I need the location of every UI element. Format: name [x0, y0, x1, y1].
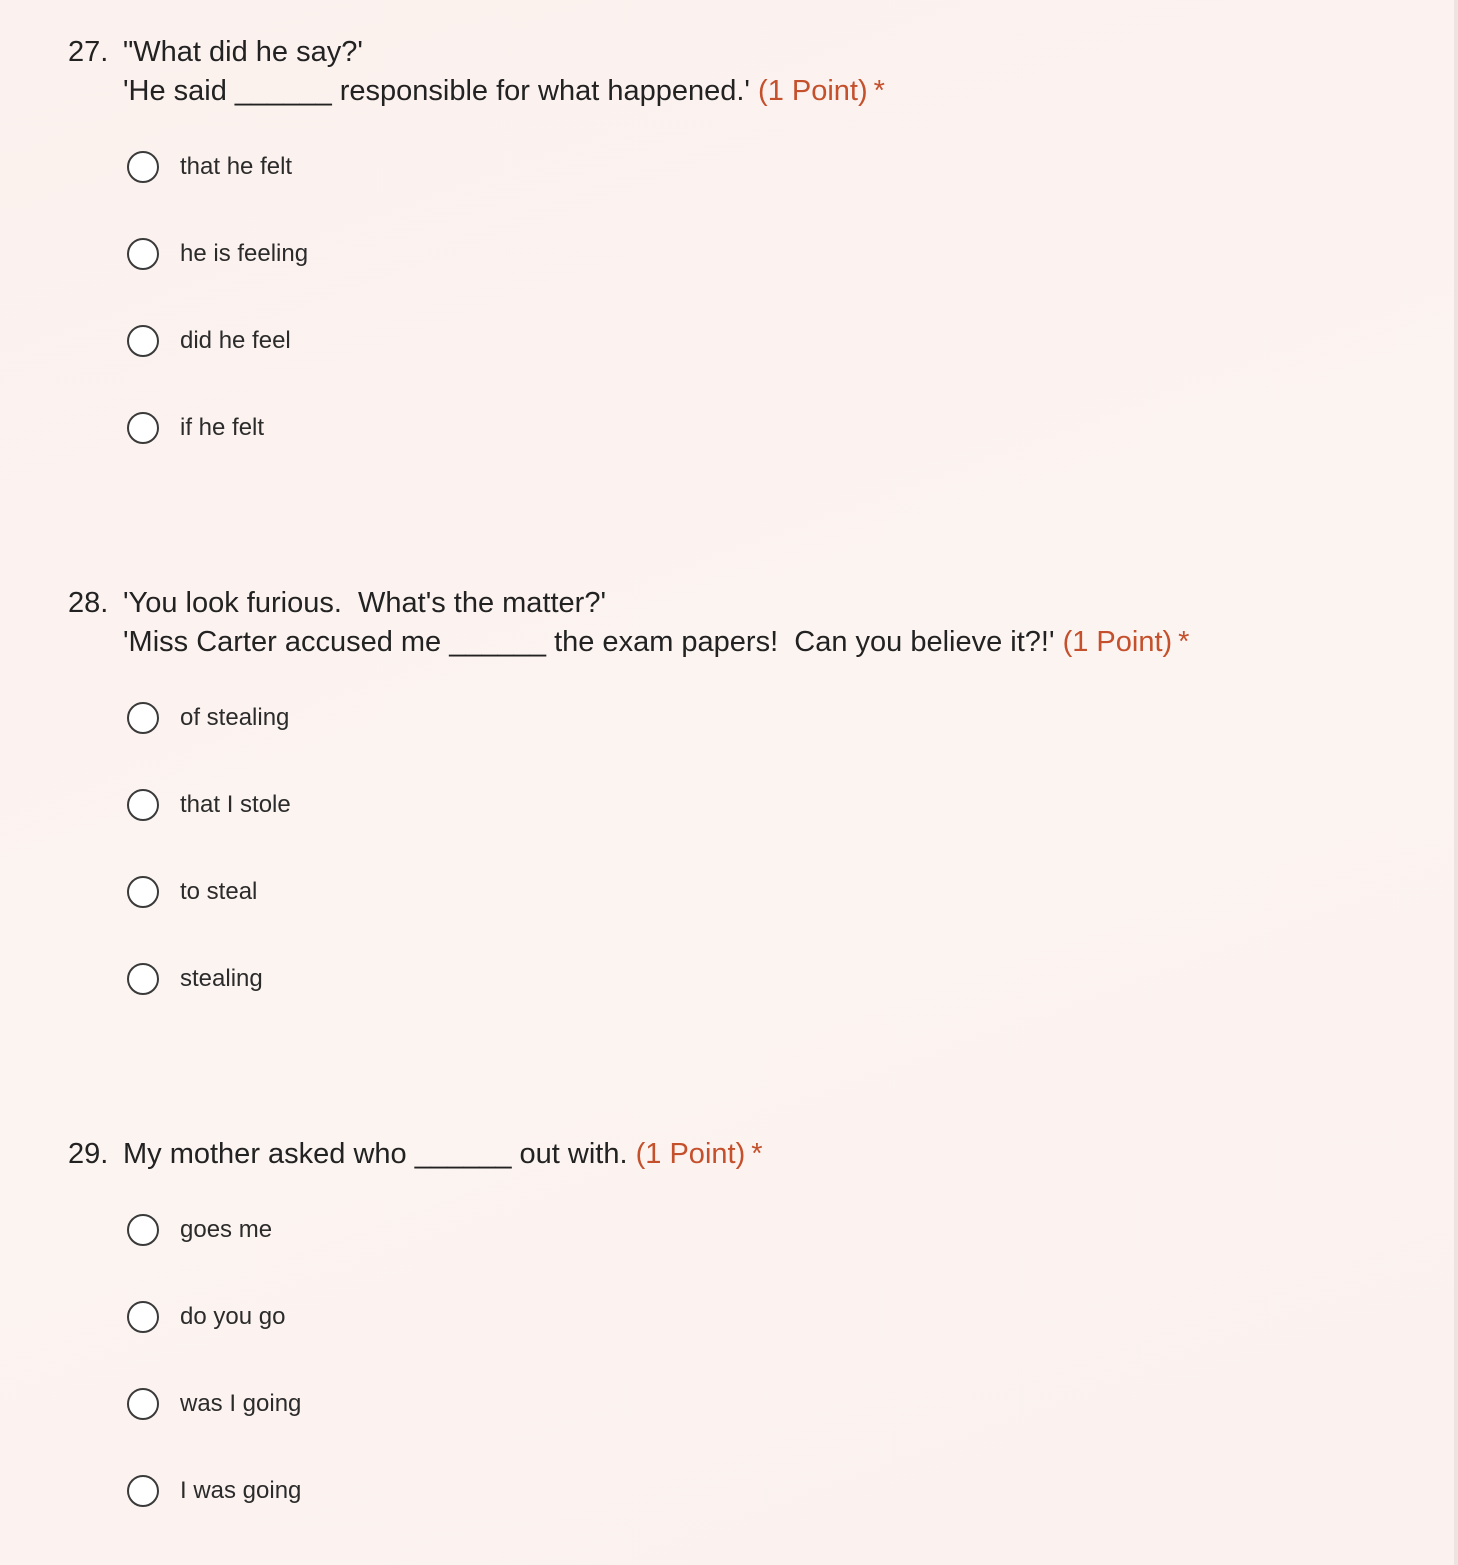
option-label: that he felt: [180, 153, 293, 180]
required-marker: *: [873, 75, 885, 107]
option[interactable]: [127, 961, 1408, 997]
option-label: he is feeling: [180, 240, 309, 267]
radio-button[interactable]: [127, 702, 159, 734]
question-line: 'You look furious. What's the matter?': [123, 587, 607, 619]
option-label: if he felt: [180, 414, 265, 441]
radio-button[interactable]: [127, 238, 159, 270]
question-header: [68, 1135, 1408, 1174]
radio-button[interactable]: [127, 1301, 159, 1333]
points-label: (1 Point): [758, 75, 868, 107]
question-header: [68, 584, 1408, 662]
question-line: [123, 1135, 1408, 1174]
option-label: did he feel: [180, 327, 291, 354]
radio-button[interactable]: [127, 325, 159, 357]
option[interactable]: [127, 1386, 1408, 1422]
question-line: [123, 623, 1408, 662]
question-text: [123, 584, 1408, 662]
radio-button[interactable]: [127, 876, 159, 908]
option[interactable]: [127, 410, 1408, 446]
required-marker: *: [751, 1138, 763, 1170]
option-label: of stealing: [180, 704, 290, 731]
options-group: [127, 700, 1408, 997]
radio-button[interactable]: [127, 151, 159, 183]
option[interactable]: [127, 1299, 1408, 1335]
options-group: [127, 149, 1408, 446]
question-28: [68, 584, 1408, 997]
question-29: [68, 1135, 1408, 1509]
question-line-text: 'He said ______ responsible for what happened.': [123, 75, 750, 107]
option[interactable]: [127, 787, 1408, 823]
option[interactable]: [127, 874, 1408, 910]
points-label: (1 Point): [1062, 626, 1173, 658]
option[interactable]: [127, 1212, 1408, 1248]
radio-button[interactable]: [127, 789, 159, 821]
option-label: that I stole: [180, 791, 291, 818]
question-number: 29.: [68, 1138, 109, 1170]
required-marker: *: [1178, 626, 1190, 658]
option-label: was I going: [180, 1390, 302, 1417]
options-group: [127, 1212, 1408, 1509]
page-edge: [1454, 0, 1458, 1565]
question-line: [123, 72, 1408, 111]
radio-button[interactable]: [127, 1388, 159, 1420]
option-label: to steal: [180, 878, 258, 905]
radio-button[interactable]: [127, 1475, 159, 1507]
option-label: do you go: [180, 1303, 286, 1330]
option[interactable]: [127, 700, 1408, 736]
question-line-text: My mother asked who ______ out with.: [123, 1138, 628, 1170]
option-label: stealing: [180, 965, 263, 992]
option[interactable]: [127, 149, 1408, 185]
question-line: "What did he say?': [123, 36, 363, 68]
question-line-text: 'Miss Carter accused me ______ the exam papers! Can you believe it?!': [123, 626, 1055, 658]
question-text: [123, 1135, 1408, 1174]
points-label: (1 Point): [635, 1138, 746, 1170]
question-number: 28.: [68, 587, 109, 619]
option-label: goes me: [180, 1216, 273, 1243]
option[interactable]: [127, 323, 1408, 359]
option[interactable]: [127, 236, 1408, 272]
question-number: 27.: [68, 36, 109, 68]
radio-button[interactable]: [127, 412, 159, 444]
option-label: I was going: [180, 1477, 302, 1504]
radio-button[interactable]: [127, 963, 159, 995]
question-27: [68, 33, 1408, 446]
radio-button[interactable]: [127, 1214, 159, 1246]
option[interactable]: [127, 1473, 1408, 1509]
question-text: [123, 33, 1408, 111]
question-header: [68, 33, 1408, 111]
